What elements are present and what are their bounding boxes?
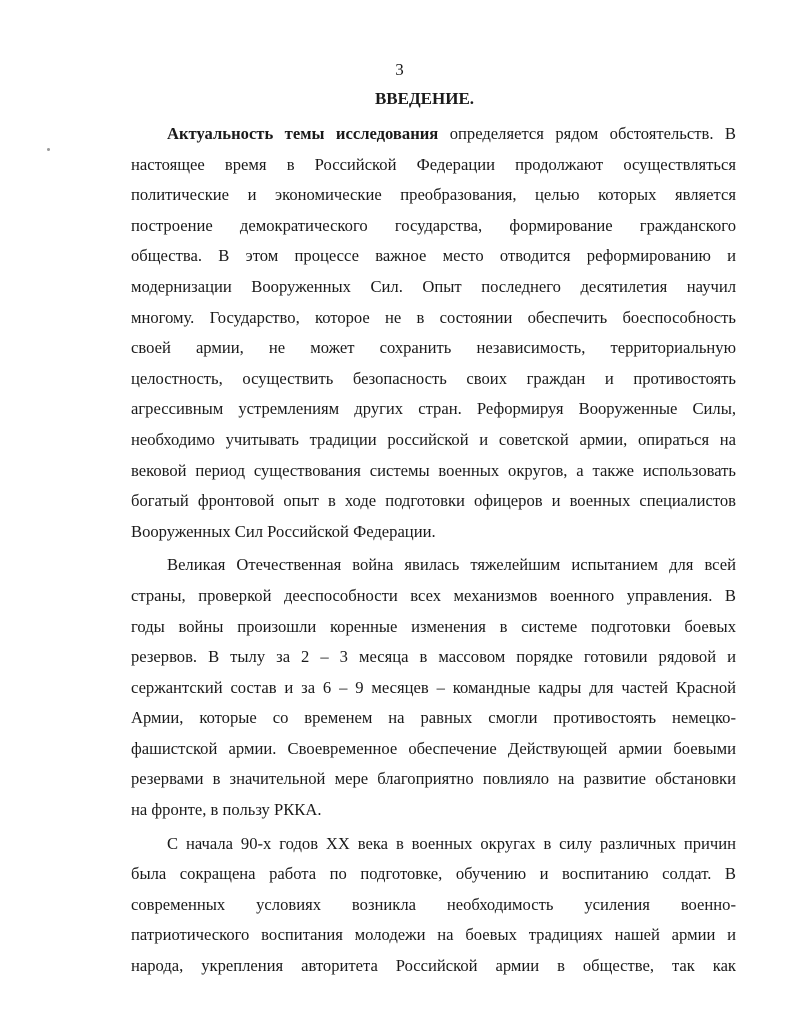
text-line: резервов. В тылу за 2 – 3 месяца в массовом порядке готовили рядовой и xyxy=(131,647,736,667)
text-line: была сокращена работа по подготовке, обучению и воспитанию солдат. В xyxy=(131,864,736,884)
text-line: народа, укрепления авторитета Российской армии в обществе, так как xyxy=(131,956,736,976)
section-heading: ВВЕДЕНИЕ. xyxy=(374,89,475,108)
text-line: настоящее время в Российской Федерации продолжают осуществляться xyxy=(131,154,736,174)
text-line: годы войны произошли коренные изменения в системе подготовки боевых xyxy=(131,616,736,636)
text-line: агрессивным устремлениям других стран. Реформируя Вооруженные Силы, xyxy=(131,399,736,419)
text-line: вековой период существования системы военных округов, а также использовать xyxy=(131,460,736,480)
page-number: 3 xyxy=(395,60,404,79)
text-line: своей армии, не может сохранить независимость, территориальную xyxy=(131,338,736,358)
text-line: необходимо учитывать традиции российской и советской армии, опираться на xyxy=(131,429,736,449)
paragraph-lead-bold: Актуальность темы исследования xyxy=(167,124,439,143)
text-line: на фронте, в пользу РККА. xyxy=(131,800,322,820)
text-line: модернизации Вооруженных Сил. Опыт последнего десятилетия научил xyxy=(131,276,736,296)
text-line: целостность, осуществить безопасность своих граждан и противостоять xyxy=(131,368,736,388)
paragraph-great-patriotic-war xyxy=(131,550,736,825)
text-line: многому. Государство, которое не в состоянии обеспечить боеспособность xyxy=(131,307,736,327)
text-line: построение демократического государства, формирование гражданского xyxy=(131,215,736,235)
text-line xyxy=(131,119,736,150)
text-line: Армии, которые со временем на равных смогли противостоять немецко- xyxy=(131,708,736,728)
text-line: Вооруженных Сил Российской Федерации. xyxy=(131,521,436,541)
text-line: общества. В этом процессе важное место отводится реформированию и xyxy=(131,246,736,266)
text-line: Великая Отечественная война явилась тяжелейшим испытанием для всей xyxy=(167,555,736,575)
text-line: страны, проверкой дееспособности всех механизмов военного управления. В xyxy=(131,585,736,605)
text-line: богатый фронтовой опыт в ходе подготовки офицеров и военных специалистов xyxy=(131,491,736,511)
text-line: С начала 90-х годов XX века в военных округах в силу различных причин xyxy=(167,833,736,853)
scan-speck xyxy=(47,148,50,151)
text-line: резервами в значительной мере благоприятно повлияло на развитие обстановки xyxy=(131,769,736,789)
text-line: сержантский состав и за 6 – 9 месяцев – командные кадры для частей Красной xyxy=(131,677,736,697)
paragraph-nineties xyxy=(131,829,736,982)
line-remainder: определяется рядом обстоятельств. В xyxy=(438,124,736,143)
paragraph-relevance xyxy=(131,119,736,547)
body-text xyxy=(131,119,736,982)
text-line: патриотического воспитания молодежи на боевых традициях нашей армии и xyxy=(131,925,736,945)
text-line: политические и экономические преобразования, целью которых является xyxy=(131,185,736,205)
text-line: современных условиях возникла необходимость усиления военно- xyxy=(131,894,736,914)
text-line: фашистской армии. Своевременное обеспечение Действующей армии боевыми xyxy=(131,738,736,758)
